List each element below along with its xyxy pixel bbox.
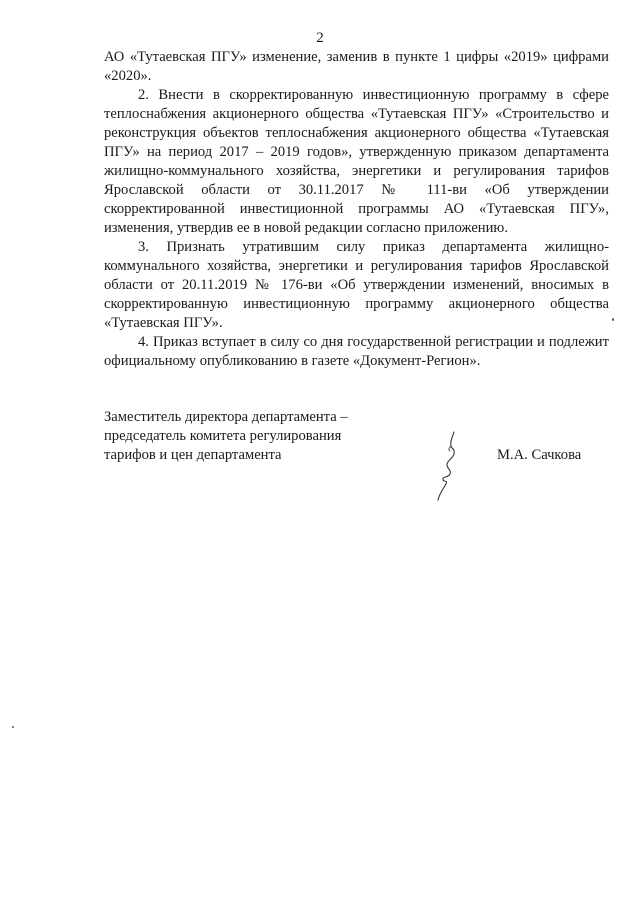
signatory-position-line: Заместитель директора департамента – (104, 409, 348, 425)
scan-speck (612, 318, 614, 321)
scan-speck (12, 726, 14, 728)
paragraph-item-4: 4. Приказ вступает в силу со дня государственной регистрации и подлежит официальному опубликованию в газете «Документ-Регион». (104, 334, 609, 369)
paragraph-item-2: 2. Внести в скорректированную инвестиционную программу в сфере теплоснабжения акционерного общества «Тутаевская ПГУ» «Строительство и реконструкция объектов теплоснабжения акционерного общества «Тутаевская ПГУ» на период 2017 – 2019 годов», утвержденную приказом департамента жилищно-коммунального хозяйства, энергетики и регулирования тарифов Ярославской области от 30.11.2017 № 111-ви «Об утверждении скорректированной инвестиционной программы АО «Тутаевская ПГУ», изменения, утвердив ее в новой редакции согласно приложению. (104, 87, 609, 236)
signatory-position-line: тарифов и цен департамента (104, 447, 282, 463)
signatory-position-line: председатель комитета регулирования (104, 428, 342, 444)
document-body (104, 48, 609, 371)
signatory-position (104, 408, 374, 465)
page-number: 2 (316, 30, 324, 46)
paragraph-continuation: АО «Тутаевская ПГУ» изменение, заменив в пункте 1 цифры «2019» цифрами «2020». (104, 49, 609, 84)
signatory-name: М.А. Сачкова (497, 447, 582, 463)
paragraph-item-3: 3. Признать утратившим силу приказ департамента жилищно-коммунального хозяйства, энергетики и регулирования тарифов Ярославской области от 20.11.2019 № 176-ви «Об утверждении изменений, вносимых в скорректированную инвестиционную программу акционерного общества «Тутаевская ПГУ». (104, 239, 609, 331)
signature-icon (428, 430, 468, 502)
